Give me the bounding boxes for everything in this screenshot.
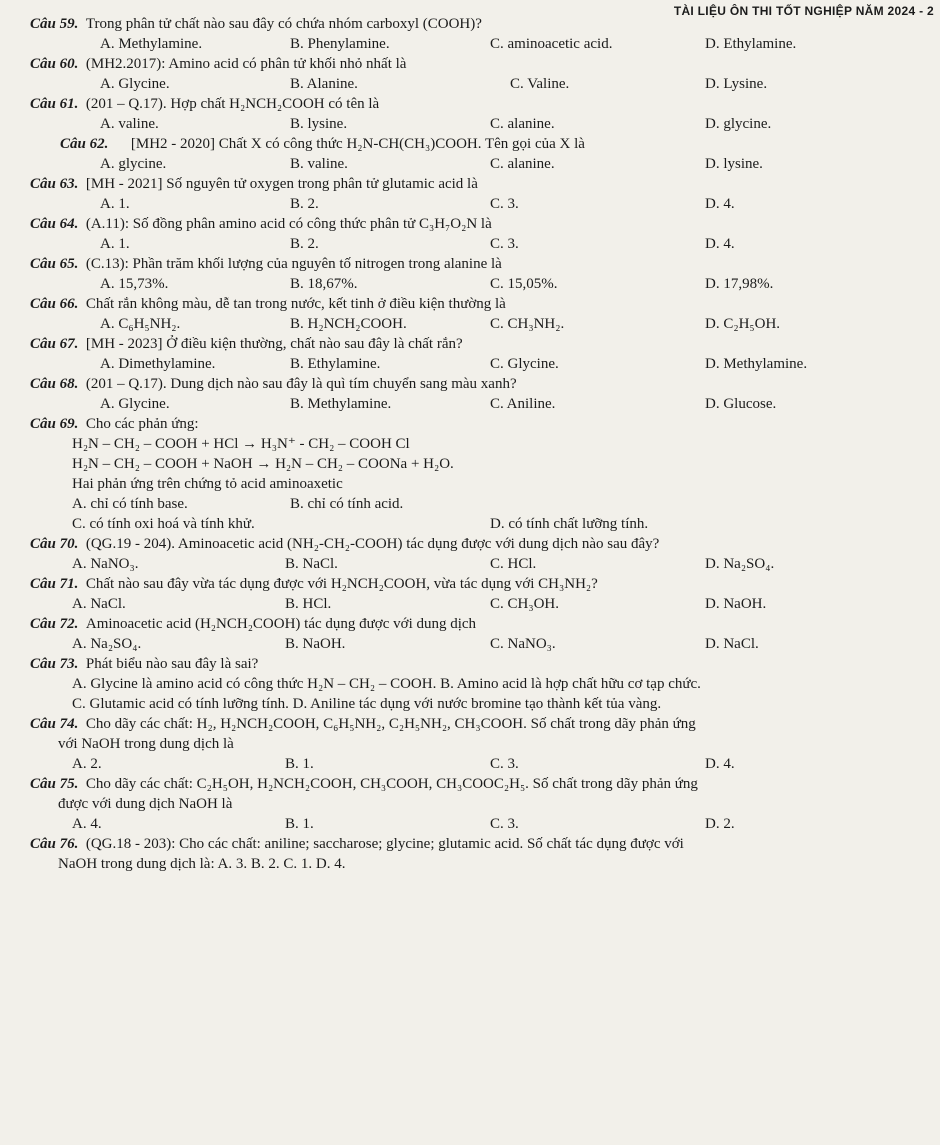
question-text: Trong phân tử chất nào sau đây có chứa nhóm carboxyl (COOH)?: [85, 16, 482, 32]
question-61: [0, 94, 940, 134]
question-text: (201 – Q.17). Dung dịch nào sau đây là quì tím chuyển sang màu xanh?: [85, 376, 517, 392]
option-b: B. HCl.: [285, 596, 332, 612]
option-a: A. Na₂SO₄.: [72, 636, 142, 652]
option-d: D. Ethylamine.: [705, 36, 797, 52]
option-a: A. 15,73%.: [100, 276, 169, 292]
reaction-equation-2: H₂N – CH₂ – COOH + NaOH → H₂N – CH₂ – COONa + H₂O.: [72, 456, 454, 472]
option-c: C. 3.: [490, 236, 519, 252]
question-text: Cho dãy các chất: H₂, H₂NCH₂COOH, C₆H₅NH₂, C₂H₅NH₂, CH₃COOH. Số chất trong dãy phản ứng: [85, 716, 696, 732]
option-c: C. 3.: [490, 756, 519, 772]
option-a: A. 1.: [100, 196, 130, 212]
question-text-cont: với NaOH trong dung dịch là: [58, 736, 234, 752]
question-text-cont: được với dung dịch NaOH là: [58, 796, 233, 812]
question-text: (C.13): Phần trăm khối lượng của nguyên tố nitrogen trong alanine là: [85, 256, 502, 272]
question-text: Cho dãy các chất: C₂H₅OH, H₂NCH₂COOH, CH₃COOH, CH₃COOC₂H₅. Số chất trong dãy phản ứng: [85, 776, 698, 792]
question-text: (MH2.2017): Amino acid có phân tử khối nhỏ nhất là: [85, 56, 407, 72]
option-d: D. 4.: [705, 236, 735, 252]
question-text: (QG.19 - 204). Aminoacetic acid (NH₂-CH₂-COOH) tác dụng được với dung dịch nào sau đây?: [85, 536, 660, 552]
option-c: C. 3.: [490, 196, 519, 212]
question-text: [MH - 2023] Ở điều kiện thường, chất nào sau đây là chất rắn?: [85, 336, 463, 352]
question-74: [0, 714, 940, 774]
question-text: (QG.18 - 203): Cho các chất: aniline; saccharose; glycine; glutamic acid. Số chất tác dụng được với: [85, 836, 684, 852]
options-line-ab: A. Glycine là amino acid có công thức H₂N – CH₂ – COOH. B. Amino acid là hợp chất hữu cơ tạp chức.: [72, 676, 701, 692]
question-text: [MH - 2021] Số nguyên tử oxygen trong phân tử glutamic acid là: [85, 176, 478, 192]
option-d: D. lysine.: [705, 156, 763, 172]
options-line-cd: C. Glutamic acid có tính lưỡng tính. D. Aniline tác dụng với nước bromine tạo thành kết tủa vàng.: [72, 696, 662, 712]
option-d: D. 2.: [705, 816, 735, 832]
question-65: [0, 254, 940, 294]
option-c: C. 3.: [490, 816, 519, 832]
question-number: Câu 63.: [30, 176, 79, 192]
question-63: [0, 174, 940, 214]
option-b: B. lysine.: [290, 116, 348, 132]
option-b: B. Methylamine.: [290, 396, 392, 412]
option-a: A. Glycine.: [100, 76, 170, 92]
question-73: [0, 654, 940, 714]
question-71: [0, 574, 940, 614]
option-c: C. alanine.: [490, 116, 555, 132]
option-b: B. NaCl.: [285, 556, 338, 572]
option-d: D. Lysine.: [705, 76, 768, 92]
option-c: C. aminoacetic acid.: [490, 36, 613, 52]
option-a: A. 2.: [72, 756, 102, 772]
question-68: [0, 374, 940, 414]
question-64: [0, 214, 940, 254]
option-a: A. C₆H₅NH₂.: [100, 316, 181, 332]
reaction-equation-1: H₂N – CH₂ – COOH + HCl → H₃N⁺ - CH₂ – COOH Cl: [72, 436, 410, 452]
question-number: Câu 74.: [30, 716, 79, 732]
option-b: B. valine.: [290, 156, 348, 172]
option-d: D. glycine.: [705, 116, 772, 132]
question-number: Câu 64.: [30, 216, 79, 232]
option-a: A. Dimethylamine.: [100, 356, 216, 372]
option-c: C. HCl.: [490, 556, 537, 572]
question-number: Câu 73.: [30, 656, 79, 672]
option-a: A. 4.: [72, 816, 102, 832]
question-75: [0, 774, 940, 834]
option-b: B. 1.: [285, 756, 314, 772]
question-text: Chất rắn không màu, dễ tan trong nước, kết tinh ở điều kiện thường là: [85, 296, 506, 312]
option-b: B. 2.: [290, 236, 319, 252]
question-number: Câu 66.: [30, 296, 79, 312]
question-67: [0, 334, 940, 374]
question-62: [0, 134, 940, 174]
question-number: Câu 70.: [30, 536, 79, 552]
option-a: A. Glycine.: [100, 396, 170, 412]
question-number: Câu 67.: [30, 336, 79, 352]
option-b: B. H₂NCH₂COOH.: [290, 316, 407, 332]
option-c: C. CH₃NH₂.: [490, 316, 565, 332]
question-text: Cho các phản ứng:: [85, 416, 199, 432]
option-a: A. NaCl.: [72, 596, 126, 612]
option-d: D. NaCl.: [705, 636, 759, 652]
question-72: [0, 614, 940, 654]
option-d: D. Na₂SO₄.: [705, 556, 775, 572]
question-70: [0, 534, 940, 574]
option-c: C. alanine.: [490, 156, 555, 172]
question-list: [0, 14, 940, 874]
option-a: A. glycine.: [100, 156, 167, 172]
question-text: [MH2 - 2020] Chất X có công thức H₂N-CH(CH₃)COOH. Tên gọi của X là: [130, 136, 585, 152]
question-text-cont: NaOH trong dung dịch là: A. 3. B. 2. C. 1. D. 4.: [58, 856, 346, 872]
option-d: D. có tính chất lưỡng tính.: [490, 516, 649, 532]
question-59: [0, 14, 940, 54]
option-b: B. 1.: [285, 816, 314, 832]
option-b: B. 18,67%.: [290, 276, 358, 292]
option-c: C. Aniline.: [490, 396, 556, 412]
option-b: B. Ethylamine.: [290, 356, 381, 372]
question-number: Câu 68.: [30, 376, 79, 392]
option-d: D. C₂H₅OH.: [705, 316, 781, 332]
option-c: C. CH₃OH.: [490, 596, 559, 612]
option-c: C. Valine.: [510, 76, 570, 92]
question-number: Câu 60.: [30, 56, 79, 72]
option-c: C. 15,05%.: [490, 276, 558, 292]
option-a: A. chỉ có tính base.: [72, 496, 188, 512]
question-number: Câu 59.: [30, 16, 79, 32]
option-a: A. valine.: [100, 116, 159, 132]
question-number: Câu 71.: [30, 576, 79, 592]
option-a: A. 1.: [100, 236, 130, 252]
question-number: Câu 72.: [30, 616, 79, 632]
option-b: B. 2.: [290, 196, 319, 212]
question-text: (A.11): Số đồng phân amino acid có công thức phân tử C₃H₇O₂N là: [85, 216, 492, 232]
option-a: A. NaNO₃.: [72, 556, 139, 572]
question-76: [0, 834, 940, 874]
question-69: [0, 414, 940, 534]
option-b: B. chỉ có tính acid.: [290, 496, 404, 512]
question-number: Câu 62.: [60, 136, 109, 152]
question-text: (201 – Q.17). Hợp chất H₂NCH₂COOH có tên là: [85, 96, 380, 112]
question-text: Aminoacetic acid (H₂NCH₂COOH) tác dụng được với dung dịch: [85, 616, 477, 632]
option-c: C. Glycine.: [490, 356, 559, 372]
question-number: Câu 61.: [30, 96, 79, 112]
question-number: Câu 75.: [30, 776, 79, 792]
question-text: Phát biểu nào sau đây là sai?: [85, 656, 259, 672]
document-header: TÀI LIỆU ÔN THI TỐT NGHIỆP NĂM 2024 - 2: [673, 4, 934, 18]
option-b: B. NaOH.: [285, 636, 346, 652]
question-text-line: Hai phản ứng trên chứng tỏ acid aminoaxetic: [72, 476, 343, 492]
question-number: Câu 76.: [30, 836, 79, 852]
option-c: C. có tính oxi hoá và tính khử.: [72, 516, 255, 532]
option-d: D. Glucose.: [705, 396, 777, 412]
question-66: [0, 294, 940, 334]
option-d: D. 17,98%.: [705, 276, 774, 292]
option-b: B. Alanine.: [290, 76, 358, 92]
option-a: A. Methylamine.: [100, 36, 203, 52]
option-c: C. NaNO₃.: [490, 636, 556, 652]
question-number: Câu 69.: [30, 416, 79, 432]
option-d: D. 4.: [705, 756, 735, 772]
option-d: D. 4.: [705, 196, 735, 212]
option-b: B. Phenylamine.: [290, 36, 390, 52]
question-text: Chất nào sau đây vừa tác dụng được với H₂NCH₂COOH, vừa tác dụng với CH₃NH₂?: [85, 576, 598, 592]
option-d: D. NaOH.: [705, 596, 767, 612]
question-60: [0, 54, 940, 94]
question-number: Câu 65.: [30, 256, 79, 272]
option-d: D. Methylamine.: [705, 356, 808, 372]
